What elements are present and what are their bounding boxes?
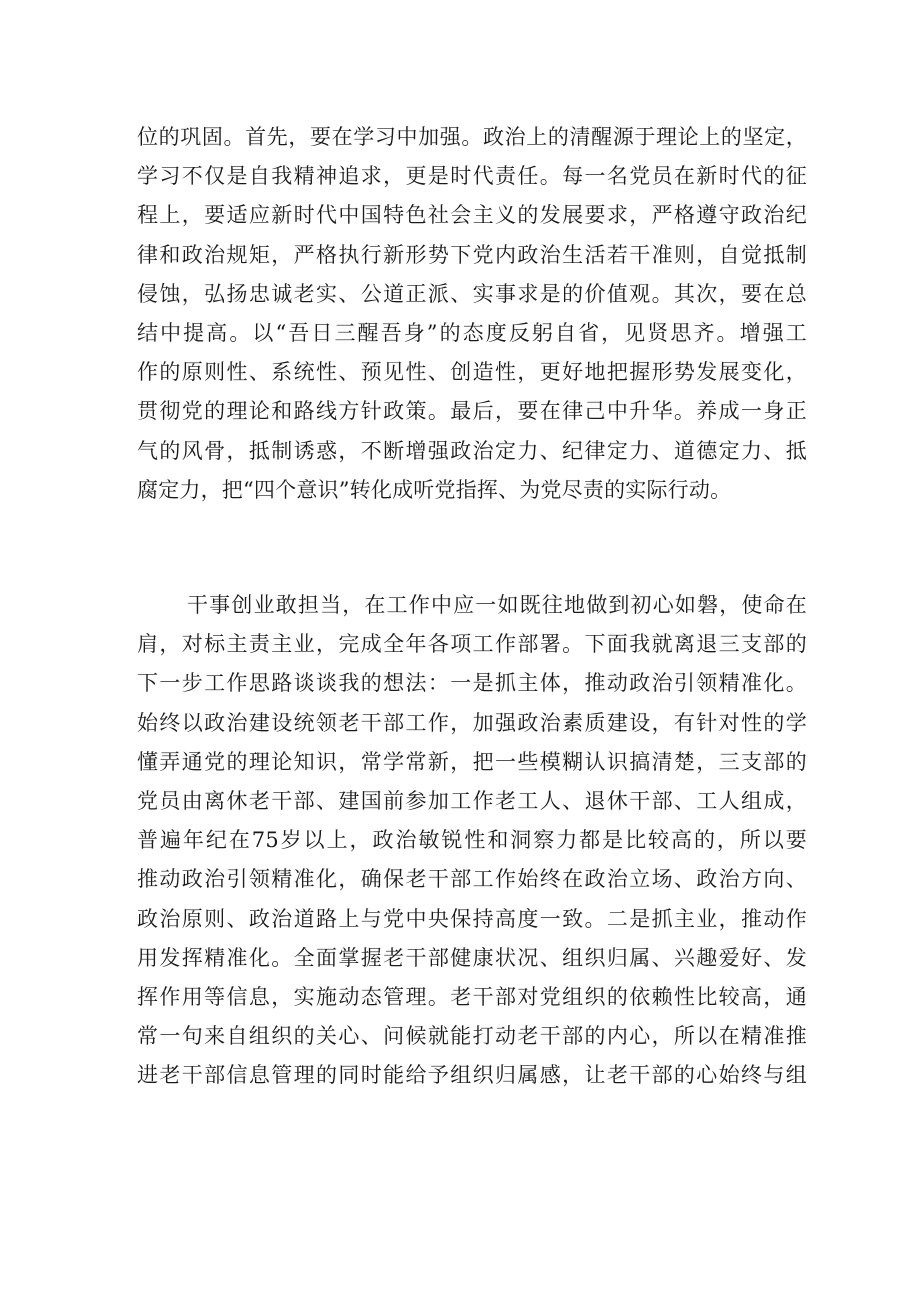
paragraph-2 — [137, 586, 807, 1095]
paragraph-line: 律和政治规矩，严格执行新形势下党内政治生活若干准则，自觉抵制 — [137, 242, 807, 267]
paragraph-line: 党员由离休老干部、建国前参加工作老工人、退休干部、工人组成， — [137, 788, 807, 813]
paragraph-line: 政治原则、政治道路上与党中央保持高度一致。二是抓主业，推动作 — [137, 906, 807, 931]
paragraph-line: 进老干部信息管理的同时能给予组织归属感，让老干部的心始终与组 — [137, 1063, 807, 1088]
paragraph-1 — [137, 118, 807, 510]
paragraph-line: 作的原则性、系统性、预见性、创造性，更好地把握形势发展变化， — [137, 360, 807, 385]
paragraph-line: 位的巩固。首先，要在学习中加强。政治上的清醒源于理论上的坚定， — [137, 125, 807, 149]
paragraph-line: 挥作用等信息，实施动态管理。老干部对党组织的依赖性比较高，通 — [137, 984, 807, 1009]
paragraph-line: 侵蚀，弘扬忠诚老实、公道正派、实事求是的价值观。其次，要在总 — [137, 281, 807, 306]
paragraph-line: 气的风骨，抵制诱惑，不断增强政治定力、纪律定力、道德定力、抵 — [137, 438, 807, 463]
paragraph-line: 普遍年纪在75岁以上，政治敏锐性和洞察力都是比较高的，所以要 — [137, 828, 807, 853]
paragraph-line: 学习不仅是自我精神追求，更是时代责任。每一名党员在新时代的征 — [137, 164, 807, 189]
paragraph-line: 用发挥精准化。全面掌握老干部健康状况、组织归属、兴趣爱好、发 — [137, 945, 807, 970]
paragraph-line: 懂弄通党的理论知识，常学常新，把一些模糊认识搞清楚，三支部的 — [137, 749, 807, 774]
paragraph-line: 程上，要适应新时代中国特色社会主义的发展要求，严格遵守政治纪 — [137, 203, 807, 228]
paragraph-line: 下一步工作思路谈谈我的想法：一是抓主体，推动政治引领精准化。 — [137, 671, 807, 696]
paragraph-line: 干事创业敢担当，在工作中应一如既往地做到初心如磐，使命在 — [187, 593, 807, 617]
paragraph-line: 常一句来自组织的关心、问候就能打动老干部的内心，所以在精准推 — [137, 1024, 807, 1049]
paragraph-line: 肩，对标主责主业，完成全年各项工作部署。下面我就离退三支部的 — [137, 632, 807, 657]
paragraph-line: 结中提高。以“吾日三醒吾身”的态度反躬自省，见贤思齐。增强工 — [137, 320, 807, 345]
paragraph-line: 推动政治引领精准化，确保老干部工作始终在政治立场、政治方向、 — [137, 867, 807, 892]
paragraph-line: 始终以政治建设统领老干部工作，加强政治素质建设，有针对性的学 — [137, 710, 807, 735]
paragraph-line: 腐定力，把“四个意识”转化成听党指挥、为党尽责的实际行动。 — [137, 477, 732, 502]
paragraph-line: 贯彻党的理论和路线方针政策。最后，要在律己中升华。养成一身正 — [137, 399, 807, 424]
